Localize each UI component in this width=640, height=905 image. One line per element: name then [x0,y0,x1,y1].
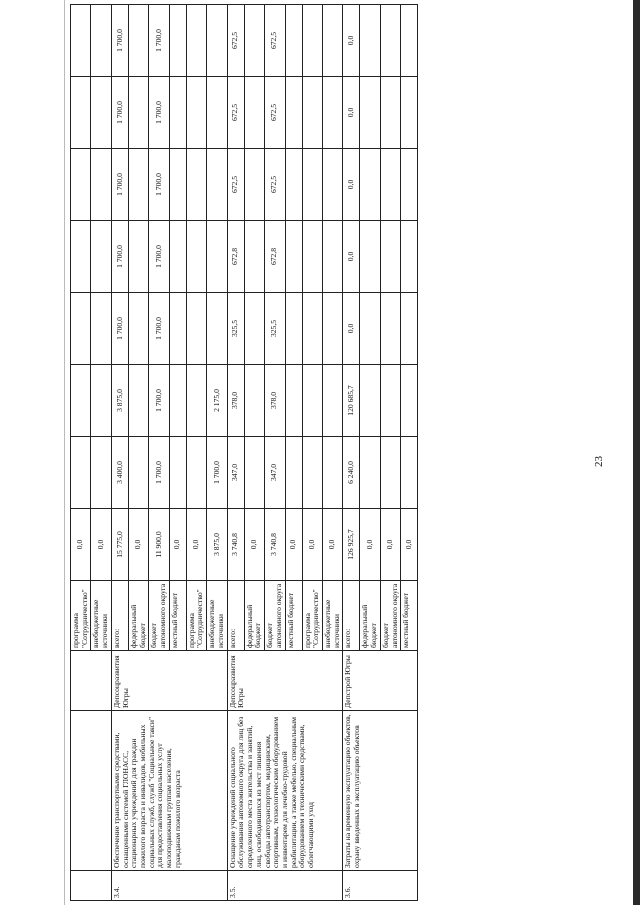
amount-cell: 0,0 [343,221,360,293]
amount-cell: 0,0 [71,509,91,581]
amount-cell: 0,0 [285,509,302,581]
amount-cell [401,5,418,77]
table-row [343,5,360,901]
amount-cell: 0,0 [343,149,360,221]
amount-cell: 0,0 [91,509,111,581]
amount-cell [91,77,111,149]
amount-cell [302,221,322,293]
amount-cell [302,437,322,509]
amount-cell: 3 875,0 [207,509,227,581]
amount-cell: 1 700,0 [149,5,169,77]
amount-cell [322,437,342,509]
amount-cell: 1 700,0 [149,365,169,437]
funding-source-cell: бюджет автономного округа [380,581,400,651]
amount-cell [380,77,400,149]
funding-source-cell: внебюджетные источники [91,581,111,651]
amount-cell [322,293,342,365]
amount-cell [244,293,264,365]
amount-cell: 325,5 [265,293,285,365]
amount-cell [71,365,91,437]
amount-cell [322,365,342,437]
amount-cell [91,293,111,365]
amount-cell: 6 240,0 [343,437,360,509]
amount-cell: 0,0 [244,509,264,581]
amount-cell: 672,5 [265,77,285,149]
amount-cell: 1 700,0 [111,5,128,77]
section-executor: Депсоцразвития Югры [227,651,343,711]
amount-cell [401,77,418,149]
funding-source-cell: федеральный бюджет [360,581,380,651]
amount-cell [401,437,418,509]
funding-source-cell: бюджет автономного округа [149,581,169,651]
amount-cell [285,149,302,221]
amount-cell [128,149,148,221]
amount-cell: 3 740,8 [227,509,244,581]
amount-cell: 0,0 [360,509,380,581]
section-number: 3.4. [111,871,227,901]
amount-cell: 672,5 [227,77,244,149]
section-executor: Депсоцразвития Югры [111,651,227,711]
amount-cell [380,149,400,221]
amount-cell: 2 175,0 [207,365,227,437]
section-description: Обеспечение транспортными средствами, оснащенными системой ГЛОНАСС, стационарных учреждений для граждан пожилого возраста и инвалидов, мобильных социальных служб, служб "Социальное такси" для предоставления социальных услуг малоподвижным группам населения, гражданам пожилого возраста [111,711,227,871]
num-cell [71,871,112,901]
amount-cell [244,149,264,221]
amount-cell [91,365,111,437]
amount-cell [186,221,206,293]
scan-dark-band [633,0,640,905]
amount-cell [128,437,148,509]
amount-cell [380,437,400,509]
amount-cell [71,437,91,509]
amount-cell: 672,8 [227,221,244,293]
amount-cell: 0,0 [343,77,360,149]
executor-cell [71,651,112,711]
amount-cell [285,437,302,509]
amount-cell: 0,0 [128,509,148,581]
amount-cell: 1 700,0 [111,77,128,149]
amount-cell: 1 700,0 [149,77,169,149]
amount-cell [207,77,227,149]
amount-cell [186,149,206,221]
amount-cell [207,5,227,77]
amount-cell [71,221,91,293]
amount-cell: 1 700,0 [149,437,169,509]
amount-cell: 0,0 [343,5,360,77]
page-number: 23 [593,456,605,467]
amount-cell: 0,0 [169,509,186,581]
amount-cell [207,293,227,365]
amount-cell [380,5,400,77]
funding-source-cell: бюджет автономного округа [265,581,285,651]
amount-cell [285,365,302,437]
amount-cell: 0,0 [322,509,342,581]
amount-cell [186,5,206,77]
amount-cell: 1 700,0 [149,149,169,221]
amount-cell [302,5,322,77]
budget-table [70,4,418,901]
funding-source-cell: всего: [227,581,244,651]
amount-cell [322,221,342,293]
amount-cell [244,77,264,149]
amount-cell: 1 700,0 [111,221,128,293]
amount-cell [360,5,380,77]
amount-cell: 1 700,0 [111,149,128,221]
amount-cell [401,221,418,293]
amount-cell [302,149,322,221]
amount-cell [186,77,206,149]
section-executor: Депстрой Югры [343,651,418,711]
amount-cell [401,293,418,365]
amount-cell: 126 925,7 [343,509,360,581]
funding-source-cell: внебюджетные источники [207,581,227,651]
amount-cell [360,293,380,365]
amount-cell: 347,0 [227,437,244,509]
amount-cell: 0,0 [380,509,400,581]
amount-cell [186,437,206,509]
funding-source-cell: местный бюджет [401,581,418,651]
amount-cell: 325,5 [227,293,244,365]
amount-cell [71,77,91,149]
amount-cell [128,77,148,149]
amount-cell [380,293,400,365]
amount-cell [71,149,91,221]
amount-cell [285,221,302,293]
amount-cell: 3 740,8 [265,509,285,581]
amount-cell: 3 400,0 [111,437,128,509]
funding-source-cell: местный бюджет [169,581,186,651]
amount-cell: 11 900,0 [149,509,169,581]
amount-cell [244,437,264,509]
amount-cell: 0,0 [302,509,322,581]
amount-cell [401,149,418,221]
amount-cell: 672,5 [227,149,244,221]
amount-cell [91,437,111,509]
amount-cell: 120 685,7 [343,365,360,437]
funding-source-cell: федеральный бюджет [128,581,148,651]
amount-cell [169,437,186,509]
description-cell [71,711,112,871]
amount-cell [360,365,380,437]
amount-cell [285,293,302,365]
amount-cell [207,149,227,221]
amount-cell: 0,0 [343,293,360,365]
amount-cell [285,5,302,77]
amount-cell [244,5,264,77]
amount-cell: 1 700,0 [207,437,227,509]
funding-source-cell: местный бюджет [285,581,302,651]
section-number: 3.5. [227,871,343,901]
funding-source-cell: всего: [111,581,128,651]
amount-cell [244,365,264,437]
amount-cell [91,5,111,77]
amount-cell [128,5,148,77]
section-description: Затраты на временную эксплуатацию объектов, охрану введенных в эксплуатацию объектов [343,711,418,871]
amount-cell [91,221,111,293]
amount-cell [186,293,206,365]
funding-source-cell: программа "Сотрудничество" [302,581,322,651]
amount-cell [244,221,264,293]
section-number: 3.6. [343,871,418,901]
amount-cell [302,293,322,365]
amount-cell [360,77,380,149]
amount-cell: 1 700,0 [149,293,169,365]
funding-source-cell: программа "Сотрудничество" [71,581,91,651]
amount-cell [322,77,342,149]
amount-cell [322,5,342,77]
amount-cell: 15 775,0 [111,509,128,581]
amount-cell [169,5,186,77]
amount-cell [169,77,186,149]
amount-cell [169,221,186,293]
section-description: Оснащение учреждений социального обслуживания автономного округа для лиц без определенного места жительства и занятий, лиц, освободившихся из мест лишения свободы автотранспортом, медицинским, спортивным, технологическим оборудованием и инвентарем для лечебно-трудовой реабилитации, а также мебелью, специальным оборудованием и техническими средствами, облегчающими уход [227,711,343,871]
funding-source-cell: федеральный бюджет [244,581,264,651]
amount-cell [128,293,148,365]
amount-cell: 672,5 [265,5,285,77]
amount-cell: 1 700,0 [149,221,169,293]
amount-cell: 0,0 [186,509,206,581]
amount-cell [207,221,227,293]
amount-cell [91,149,111,221]
amount-cell [128,221,148,293]
amount-cell: 1 700,0 [111,293,128,365]
amount-cell [285,77,302,149]
amount-cell [380,365,400,437]
amount-cell: 672,8 [265,221,285,293]
amount-cell [360,221,380,293]
amount-cell [71,293,91,365]
amount-cell [169,365,186,437]
amount-cell [128,365,148,437]
amount-cell [169,149,186,221]
amount-cell: 3 875,0 [111,365,128,437]
amount-cell: 347,0 [265,437,285,509]
amount-cell [302,365,322,437]
amount-cell: 378,0 [265,365,285,437]
amount-cell: 0,0 [401,509,418,581]
amount-cell [380,221,400,293]
table-row [111,5,128,901]
funding-source-cell: программа "Сотрудничество" [186,581,206,651]
amount-cell [186,365,206,437]
amount-cell: 672,5 [265,149,285,221]
amount-cell: 672,5 [227,5,244,77]
amount-cell [71,5,91,77]
amount-cell [360,437,380,509]
table-row [227,5,244,901]
amount-cell [401,365,418,437]
amount-cell [322,149,342,221]
funding-source-cell: внебюджетные источники [322,581,342,651]
table-row [71,5,91,901]
funding-source-cell: всего: [343,581,360,651]
amount-cell [360,149,380,221]
amount-cell [302,77,322,149]
amount-cell: 378,0 [227,365,244,437]
amount-cell [169,293,186,365]
scan-edge-line [64,0,65,905]
